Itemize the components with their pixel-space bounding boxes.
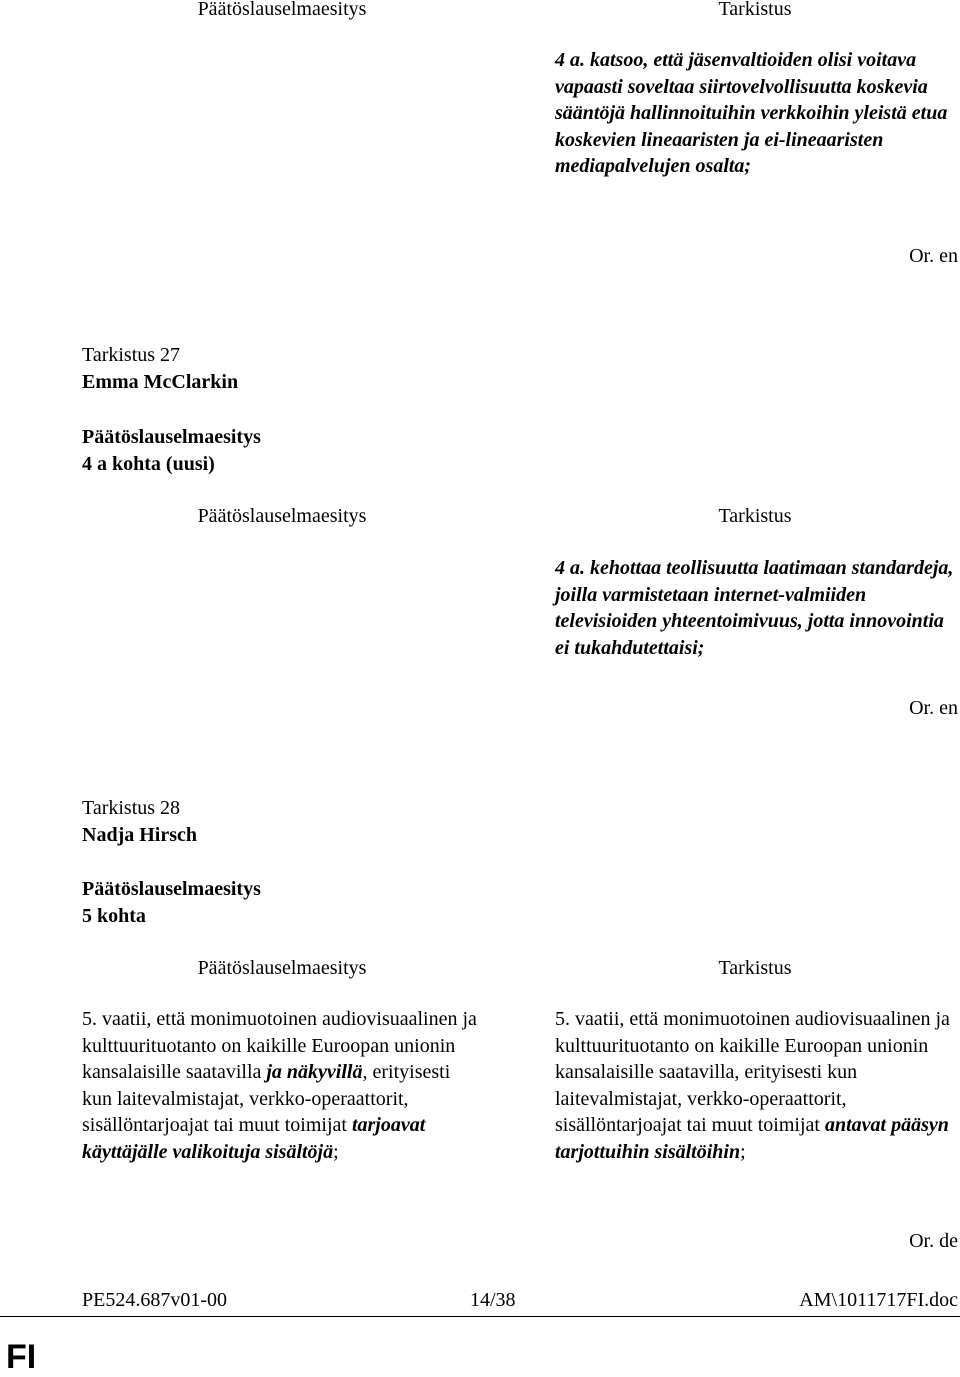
column-header-amendment: Tarkistus [718,0,792,20]
amendment-reference [82,876,261,929]
amendment-label: Tarkistus [82,797,156,819]
paragraph-reference: 5 kohta [82,904,146,927]
footer-language-code: FI [6,1338,37,1376]
column-header-amendment: Tarkistus [718,957,792,979]
changed-text: antavat pääsyn tarjottuihin sisältöihin [555,1114,949,1163]
original-language: Or. en [909,697,958,719]
original-text: 5. vaatii, että monimuotoinen audiovisuaalinen ja kulttuurituotanto on kaikille Euroopan unionin kansalaisille saatavilla ja näkyvillä, erityisesti kun laitevalmistajat, verkko-operaattorit, sisällöntarjoajat tai muut toimijat tarjoavat käyttäjälle valikoituja sisältöjä; [82,1008,477,1163]
amendment-text: 4 a. kehottaa teollisuutta laatimaan standardeja, joilla varmistetaan internet-valmiiden televisioiden yhteentoimivuus, jotta innovointia ei tukahdutettaisi; [555,557,954,659]
amendment-text: 4 a. katsoo, että jäsenvaltioiden olisi voitava vapaasti soveltaa siirtovelvollisuutta koskevia sääntöjä hallinnoituihin verkkoihin yleistä etua koskevien lineaaristen ja ei-lineaaristen mediapalvelujen osalta; [555,49,948,177]
amendment-text: 5. vaatii, että monimuotoinen audiovisuaalinen ja kulttuurituotanto on kaikille Euroopan unionin kansalaisille saatavilla, erityisesti kun laitevalmistajat, verkko-operaattorit, sisällöntarjoajat tai muut toimijat antavat pääsyn tarjottuihin sisältöihin; [555,1008,950,1163]
amendment-heading [82,795,197,848]
column-header-motion: Päätöslauselmaesitys [197,957,367,979]
footer-reference: PE524.687v01-00 [82,1289,227,1311]
footer-rule [0,1316,960,1317]
amendment-author: Emma McClarkin [82,370,239,393]
footer-page-number: 14/38 [470,1289,516,1311]
document-name: Päätöslauselmaesitys [82,426,261,448]
deleted-text: ja näkyvillä [266,1061,363,1083]
original-language: Or. en [909,245,958,267]
column-header-motion: Päätöslauselmaesitys [197,0,367,20]
amendment-heading [82,342,238,395]
amendment-label: Tarkistus [82,344,156,366]
amendment-number: 27 [160,344,181,366]
deleted-text: tarjoavat käyttäjälle valikoituja sisältöjä [82,1114,426,1163]
column-header-motion: Päätöslauselmaesitys [197,505,367,527]
amendment-author: Nadja Hirsch [82,823,197,846]
document-name: Päätöslauselmaesitys [82,878,261,900]
amendment-number: 28 [160,797,181,819]
paragraph-reference: 4 a kohta (uusi) [82,452,215,475]
column-header-amendment: Tarkistus [718,505,792,527]
original-language: Or. de [909,1230,958,1252]
amendment-reference [82,424,261,477]
footer-file-name: AM\1011717FI.doc [799,1289,958,1311]
